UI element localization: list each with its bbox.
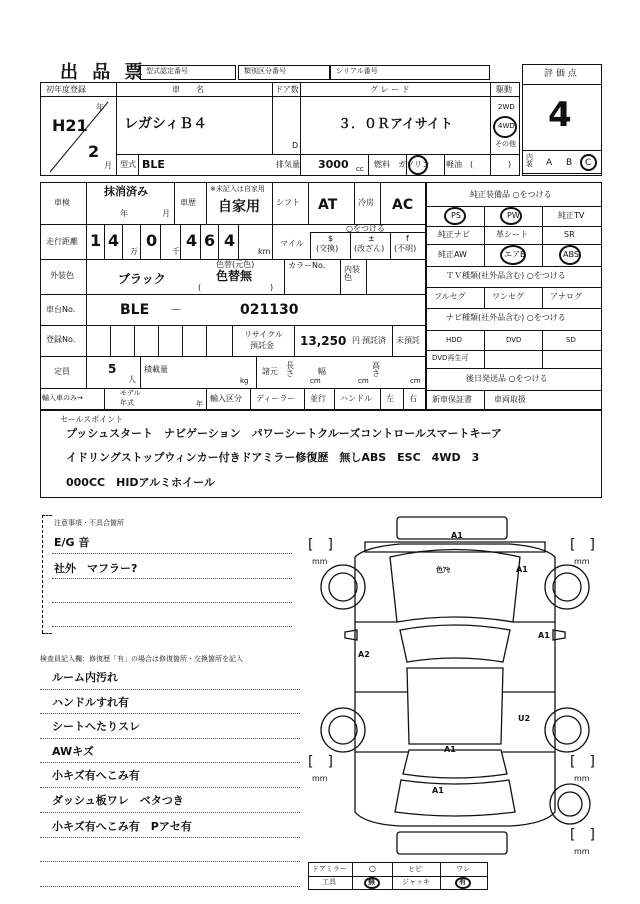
option-navi: 純正ナビ	[438, 230, 470, 239]
capacity-label: 定員	[54, 367, 70, 376]
notes-label: 注意事項・不具合箇所	[54, 519, 124, 527]
rear-window-shape	[403, 750, 507, 778]
inspector-line-7: 小キズ有へこみ有 Pアセ有	[52, 820, 192, 833]
car-name-label: 車 名	[172, 85, 204, 94]
option-airbag: エアB	[504, 250, 526, 259]
later-manual: 車両取扱	[494, 395, 526, 404]
drive-other: その他	[495, 140, 516, 148]
aircon-label: 冷房	[358, 198, 374, 207]
interior-c: C	[585, 158, 592, 168]
tire-mm-fl: mm	[312, 557, 328, 566]
tire-mm-rr: mm	[574, 774, 590, 783]
mark-rear-bumper: A1	[432, 786, 444, 795]
first-reg-month: 2	[88, 142, 100, 161]
man-unit: 万	[130, 247, 138, 256]
history-note: ※未記入は自家用	[210, 185, 265, 193]
recycle-done: 預託済	[362, 336, 386, 345]
later-title: 後日発送品 ○をつける	[466, 374, 548, 383]
meter-2-sub: (改ざん)	[354, 244, 385, 253]
hood-shape	[390, 550, 520, 623]
year-char: 年	[96, 103, 104, 112]
shaken-year: 年	[120, 209, 128, 218]
type-cert-label: 型式認定番号	[146, 67, 188, 75]
option-abs: ABS	[563, 250, 579, 259]
meter-1: $	[328, 234, 334, 243]
fuel-circle	[408, 155, 428, 175]
interior-label: 内装	[526, 153, 533, 168]
shaken-label: 車検	[54, 198, 70, 207]
option-airbag-circle	[500, 245, 526, 265]
wheel-rr-shape	[545, 708, 589, 752]
recycle-label-1: リサイクル	[244, 330, 283, 339]
mileage-digit-4: 4	[186, 231, 198, 250]
inspector-label: 検査員記入欄：修復歴「有」の場合は修復箇所・交換箇所を記入	[40, 655, 243, 663]
drive-4wd: 4WD	[498, 122, 515, 130]
tv-fullseg: フルセグ	[434, 292, 466, 301]
notes-line-2: 社外 マフラー?	[54, 562, 138, 575]
width-label: 幅	[318, 367, 326, 376]
meter-3-sub: (不明)	[394, 244, 417, 253]
meter-3: f	[406, 234, 409, 243]
crack-label: ヒビ	[408, 865, 422, 873]
navi-hdd: HDD	[446, 336, 463, 344]
option-ps: PS	[451, 211, 461, 220]
load-kg: kg	[240, 377, 249, 385]
tire-bracket-rl: [ ]	[308, 754, 333, 770]
grade-value: 4	[548, 95, 572, 135]
mark-trunk: A1	[444, 745, 456, 754]
tire-bracket-spare: [ ]	[570, 827, 595, 843]
interior-c-circle	[580, 154, 597, 171]
option-tv: 純正TV	[558, 211, 585, 220]
chassis-label: 車台No.	[46, 305, 76, 314]
parallel-option: 並行	[310, 394, 326, 403]
meter-1-sub: (交換)	[316, 244, 339, 253]
recycle-not: 未預託	[396, 336, 420, 345]
meter-circle-note: ○をつける	[346, 224, 385, 233]
exterior-label: 外装色	[50, 271, 74, 280]
model-label: 型式	[120, 160, 136, 169]
option-abs-circle	[559, 245, 581, 265]
mile-label: マイル	[280, 239, 304, 248]
inspector-line-6: ダッシュ板ワレ ベタつき	[52, 794, 184, 807]
mark-right-front: A1	[516, 565, 528, 574]
class-number-label: 類別区分番号	[244, 67, 286, 75]
import-class-label: 輸入区分	[210, 394, 242, 403]
displacement-value: 3000	[318, 158, 349, 171]
handle-label: ハンドル	[340, 394, 372, 403]
sales-points-line-3: 000CC HIDアルミホイール	[66, 476, 215, 489]
mileage-digit-2: 4	[108, 231, 120, 250]
color-no-label: カラーNo.	[288, 261, 326, 270]
mileage-label: 走行距離	[46, 237, 78, 246]
handle-left: 左	[386, 394, 394, 403]
tire-bracket-rr: [ ]	[570, 754, 595, 770]
repaint-label: 色替(元色)	[216, 260, 255, 269]
rear-bumper-shape	[397, 832, 507, 854]
interior-color-label: 内装色	[344, 265, 360, 282]
wheel-fl-shape	[321, 565, 365, 609]
import-label: 輸入車のみ→	[42, 394, 83, 402]
recycle-unit: 円	[352, 336, 360, 345]
first-reg-label: 初年度登録	[46, 85, 86, 94]
reg-no-label: 登録No.	[46, 335, 76, 344]
dvd-play: DVD再生可	[432, 354, 469, 362]
inspector-line-5: 小キズ有へこみ有	[52, 769, 140, 782]
option-ps-circle	[444, 207, 466, 225]
width-cm: cm	[358, 377, 369, 385]
option-pw: PW	[507, 211, 520, 220]
doors-value: D	[292, 141, 299, 150]
option-leather: 革シート	[496, 230, 528, 239]
option-aw: 純正AW	[438, 250, 467, 259]
jack-mark: 有	[459, 878, 466, 886]
mark-hood-color: 色ｱｾ	[436, 566, 450, 574]
tv-analog: アナログ	[550, 292, 582, 301]
drive-2wd: 2WD	[498, 103, 515, 111]
km-unit: km	[258, 247, 271, 256]
cc-unit: cc	[356, 165, 364, 173]
recycle-label-2: 預託金	[250, 341, 274, 350]
capacity-unit: 人	[128, 375, 136, 384]
history-label: 車歴	[180, 198, 196, 207]
mark-front-bumper: A1	[451, 531, 463, 540]
first-reg-year: H21	[52, 116, 88, 135]
mileage-digit-5: 6	[204, 231, 216, 250]
interior-a: A	[546, 158, 553, 168]
wheel-fr-shape	[545, 565, 589, 609]
displacement-label: 排気量	[276, 160, 300, 169]
model-year-char: 年	[196, 400, 203, 408]
sales-points-line-2: イドリングストップウィンカー付きドアミラー修復歴 無しABS ESC 4WD 3	[66, 451, 480, 464]
tire-mm-rl: mm	[312, 774, 328, 783]
model-year-label-2: 年式	[120, 399, 134, 407]
grade-label: 評 価 点	[544, 69, 577, 79]
chassis-number: 021130	[240, 302, 299, 318]
shaken-value: 抹消済み	[104, 185, 148, 198]
shift-value: AT	[318, 197, 338, 213]
tire-bracket-fl: [ ]	[308, 537, 333, 553]
dealer-option: ディーラー	[256, 394, 296, 403]
inspector-line-1: ルーム内汚れ	[52, 671, 118, 684]
model-year-label-1: モデル	[120, 389, 141, 397]
inspector-line-3: シートへたりスレ	[52, 720, 140, 733]
inspection-section	[40, 182, 426, 410]
height-cm: cm	[410, 377, 421, 385]
jack-label: ジャッキ	[402, 878, 430, 886]
grade-value-text: ３．０Ｒアイサイト	[338, 117, 453, 132]
tire-bracket-fr: [ ]	[570, 537, 595, 553]
navi-title: ナビ種類(社外品含む) ○をつける	[446, 313, 566, 322]
tools-mark-circle	[364, 877, 380, 889]
capacity-value: 5	[108, 362, 117, 376]
repaint-paren-close: )	[270, 283, 274, 292]
length-label: 長さ	[286, 361, 294, 378]
car-name-value: レガシィＢ４	[124, 116, 208, 132]
wheel-rl-shape	[321, 708, 365, 752]
fuel-label: 燃料	[374, 160, 390, 169]
navi-dvd: DVD	[506, 336, 522, 344]
paren-close: )	[508, 160, 512, 169]
dims-label: 諸元	[262, 367, 278, 376]
handle-right: 右	[409, 394, 417, 403]
serial-label: シリアル番号	[336, 67, 378, 75]
later-warranty: 新車保証書	[432, 395, 472, 404]
month-char: 月	[104, 161, 112, 170]
shaken-month: 月	[162, 209, 170, 218]
mark-right-side: A1	[538, 631, 550, 640]
mark-left-side: A2	[358, 650, 370, 659]
paren-open: (	[470, 160, 474, 169]
inspector-line-4: AWキズ	[52, 745, 94, 758]
option-sr: SR	[564, 230, 575, 239]
tire-mm-fr: mm	[574, 557, 590, 566]
door-mirror-mark: ○	[369, 864, 376, 873]
grade-col-label: グ レ ー ド	[370, 85, 410, 94]
fuel-gas: ガソリン	[398, 160, 430, 169]
sheet-title: 出 品 票	[60, 62, 147, 83]
tools-label: 工具	[322, 878, 336, 886]
chassis-prefix: BLE	[120, 302, 150, 318]
fuel-diesel: 軽油	[446, 160, 462, 169]
option-pw-circle	[500, 207, 522, 225]
sales-points-line-1: プッシュスタート ナビゲーション パワーシートクルーズコントロールスマートキーア	[66, 427, 502, 440]
spare-wheel-shape	[550, 784, 590, 824]
mileage-digit-1: 1	[90, 231, 102, 250]
windshield-shape	[400, 625, 510, 662]
repaint-value: 色替無	[216, 269, 253, 283]
sen-unit: 千	[172, 247, 180, 256]
door-mirror-label: ドアミラー	[312, 865, 347, 873]
drive-label: 駆動	[496, 85, 512, 94]
genuine-title: 純正装備品 ○をつける	[470, 190, 552, 199]
repaint-paren-open: (	[198, 283, 202, 292]
height-label: 高さ	[372, 361, 380, 378]
history-value: 自家用	[218, 199, 260, 215]
tools-mark: 無	[368, 878, 375, 886]
roof-shape	[407, 668, 503, 744]
tv-oneseg: ワンセグ	[492, 292, 524, 301]
break-label: ワレ	[456, 865, 470, 873]
trunk-shape	[395, 780, 515, 816]
mileage-digit-6: 4	[224, 231, 236, 250]
length-cm: cm	[310, 377, 321, 385]
load-label: 積載量	[144, 365, 168, 374]
drive-4wd-circle	[493, 116, 517, 138]
sales-points-label: セールスポイント	[60, 415, 124, 424]
exterior-value: ブラック	[118, 272, 166, 286]
inspector-line-2: ハンドルすれ有	[52, 696, 129, 709]
aircon-value: AC	[392, 197, 414, 213]
car-diagram	[305, 512, 605, 862]
recycle-value: 13,250	[300, 334, 347, 348]
jack-mark-circle	[455, 877, 471, 889]
interior-b: B	[566, 158, 573, 168]
tv-title: ＴＶ種類(社外品含む) ○をつける	[446, 271, 566, 280]
shift-label: シフト	[276, 198, 300, 207]
chassis-dash: －	[170, 303, 183, 317]
tire-mm-spare: mm	[574, 847, 590, 856]
navi-sd: SD	[566, 336, 576, 344]
mark-right-rear: U2	[518, 714, 531, 723]
doors-label: ドア数	[275, 85, 299, 94]
meter-2: ±	[368, 234, 375, 243]
model-value: BLE	[142, 158, 165, 171]
mileage-digit-3: 0	[146, 231, 158, 250]
notes-line-1: E/G 音	[54, 536, 90, 549]
